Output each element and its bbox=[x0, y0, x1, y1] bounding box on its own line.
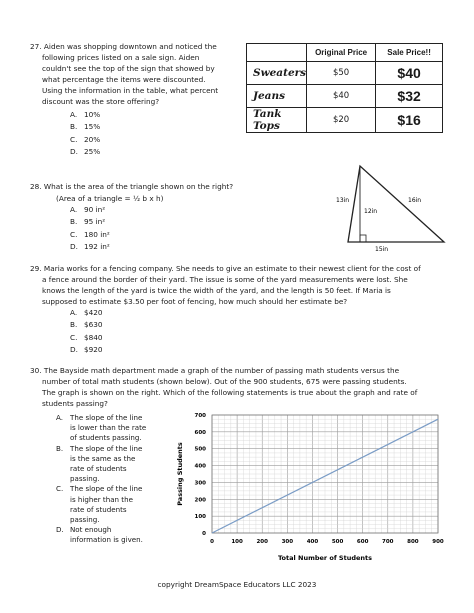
label-height: 12in bbox=[364, 208, 378, 215]
y-tick-label: 700 bbox=[194, 413, 206, 419]
q29-line: 29. Maria works for a fencing company. She needs to give an estimate to their newest client for the cost of bbox=[30, 264, 421, 273]
original-price: $50 bbox=[307, 62, 376, 85]
original-price: $40 bbox=[307, 85, 376, 108]
y-axis-label: Passing Students bbox=[176, 442, 184, 506]
x-tick-label: 900 bbox=[432, 539, 444, 545]
footer-copyright: copyright DreamSpace Educators LLC 2023 bbox=[157, 580, 317, 589]
q30-line: students passing? bbox=[42, 399, 108, 408]
q30-line: number of total math students (shown below). Out of the 900 students, 675 were passing students. bbox=[42, 377, 407, 386]
x-tick-label: 300 bbox=[281, 539, 294, 545]
q27-text bbox=[30, 41, 245, 107]
q29-options bbox=[70, 307, 103, 356]
q27-option-a[interactable]: A. 10% bbox=[70, 110, 101, 119]
q30-line: The graph is shown on the right. Which of the following statements is true about the graph and rate of bbox=[42, 388, 418, 397]
q30-option-c[interactable]: C. The slope of the line is higher than the rate of students passing. bbox=[56, 484, 143, 525]
q27-line: what percentage the items were discounted. bbox=[42, 75, 206, 84]
q29-option-c[interactable]: C. $840 bbox=[70, 332, 103, 342]
table-row bbox=[247, 62, 443, 85]
y-tick-label: 100 bbox=[194, 514, 206, 521]
y-tick-label: 0 bbox=[202, 531, 206, 537]
x-axis-label: Total Number of Students bbox=[277, 554, 373, 562]
table-row bbox=[247, 108, 443, 133]
q28-option-d[interactable]: D. 192 in² bbox=[70, 241, 110, 251]
q27-line: couldn't see the top of the sign that showed by bbox=[42, 64, 215, 73]
q27-option-b[interactable]: B. 15% bbox=[70, 122, 101, 132]
price-table bbox=[246, 43, 443, 133]
x-tick-label: 0 bbox=[210, 539, 214, 545]
q30-option-d[interactable]: D. Not enough information is given. bbox=[56, 525, 143, 545]
header-empty bbox=[247, 44, 307, 62]
q28-option-b[interactable]: B. 95 in² bbox=[70, 217, 106, 227]
x-tick-label: 700 bbox=[382, 539, 394, 545]
table-row bbox=[247, 85, 443, 108]
x-tick-label: 400 bbox=[306, 539, 319, 545]
label-base: 15in bbox=[375, 246, 389, 253]
y-tick-label: 400 bbox=[194, 463, 206, 470]
q27-line: 27. Aiden was shopping downtown and noticed the bbox=[30, 42, 217, 51]
q29-option-b[interactable]: B. $630 bbox=[70, 320, 103, 330]
price-table-header bbox=[247, 44, 443, 62]
q27-line: discount was the store offering? bbox=[42, 97, 160, 106]
y-tick-label: 300 bbox=[194, 480, 206, 487]
q28-options bbox=[70, 204, 110, 253]
sale-price: $32 bbox=[376, 85, 443, 108]
sale-price: $16 bbox=[376, 108, 443, 133]
label-left-side: 13in bbox=[336, 197, 350, 204]
q28-line-2: (Area of a triangle = ½ b x h) bbox=[56, 194, 164, 203]
x-tick-label: 600 bbox=[356, 539, 369, 545]
q29-text bbox=[30, 263, 470, 307]
q29-line: knows the length of the yard is twice the width of the yard, and the length is 50 feet. If Maria is bbox=[42, 286, 391, 295]
q30-options bbox=[56, 413, 181, 546]
q30-option-a[interactable]: A. The slope of the line is lower than the rate of students passing. bbox=[56, 413, 147, 443]
original-price: $20 bbox=[307, 108, 376, 133]
q28-option-a[interactable]: A. 90 in² bbox=[70, 205, 106, 214]
y-tick-label: 500 bbox=[194, 446, 206, 453]
q28-option-c[interactable]: C. 180 in² bbox=[70, 229, 110, 239]
triangle-shape bbox=[348, 166, 444, 242]
x-tick-label: 800 bbox=[407, 539, 419, 545]
triangle-figure bbox=[320, 162, 450, 254]
item-name: Sweaters bbox=[247, 62, 307, 85]
label-right-side: 16in bbox=[408, 197, 422, 204]
q27-option-c[interactable]: C. 20% bbox=[70, 134, 101, 144]
q29-line: a fence around the border of their yard. The issue is some of the yard measurements were lost. She bbox=[42, 275, 408, 284]
x-tick-label: 500 bbox=[331, 539, 344, 545]
x-tick-label: 100 bbox=[231, 539, 243, 545]
item-name: Jeans bbox=[247, 85, 307, 108]
q29-line: supposed to estimate $3.50 per foot of fencing, how much should her estimate be? bbox=[42, 297, 348, 306]
passing-students-chart bbox=[170, 405, 450, 570]
q27-option-d[interactable]: D. 25% bbox=[70, 146, 101, 156]
q27-options bbox=[70, 109, 100, 158]
sale-price: $40 bbox=[376, 62, 443, 85]
y-tick-label: 600 bbox=[194, 429, 206, 436]
q30-option-b[interactable]: B. The slope of the line is the same as the rate of students passing. bbox=[56, 443, 143, 484]
q29-option-a[interactable]: A. $420 bbox=[70, 308, 103, 317]
y-tick-label: 200 bbox=[194, 497, 206, 504]
right-angle-mark bbox=[360, 235, 366, 242]
x-tick-label: 200 bbox=[256, 539, 268, 545]
q30-text bbox=[30, 365, 470, 409]
q29-option-d[interactable]: D. $920 bbox=[70, 344, 103, 354]
item-name: Tank Tops bbox=[247, 108, 307, 133]
q30-line: 30. The Bayside math department made a graph of the number of passing math students versus the bbox=[30, 366, 400, 375]
header-sale: Sale Price!! bbox=[376, 44, 443, 62]
header-original: Original Price bbox=[307, 44, 376, 62]
q28-line-1: 28. What is the area of the triangle shown on the right? bbox=[30, 182, 234, 191]
q27-line: Using the information in the table, what percent bbox=[42, 86, 219, 95]
q27-line: following prices listed on a sale sign. Aiden bbox=[42, 53, 200, 62]
